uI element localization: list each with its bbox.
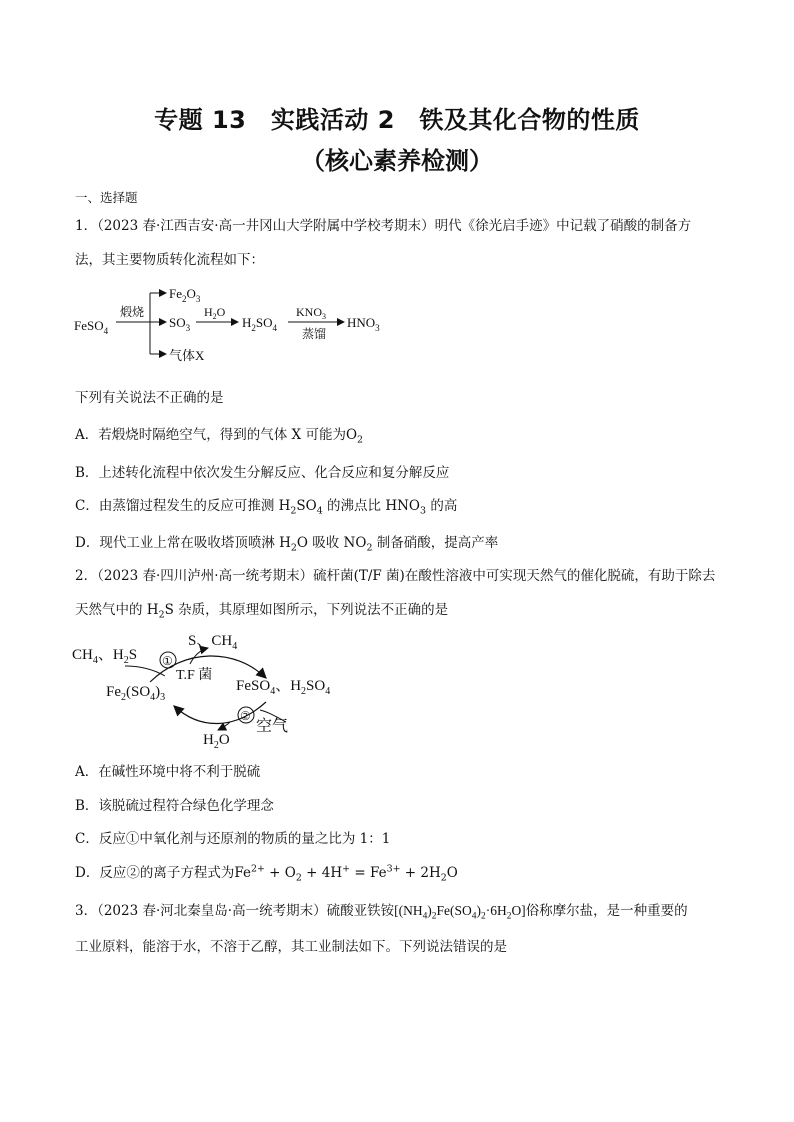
section-heading: 一、选择题 bbox=[75, 190, 138, 205]
q1-kno3-label: $KNO_3$ bbox=[296, 305, 326, 321]
q1-option-b: B．上述转化流程中依次发生分解反应、化合反应和复分解反应 bbox=[75, 465, 450, 481]
q1-fe2o3-product: $Fe_2O_3$ bbox=[169, 286, 201, 304]
q2-cycle-diagram bbox=[70, 626, 370, 750]
q2-feso4-h2so4: FeSO$_4$、$H_2SO_4$ bbox=[236, 678, 331, 697]
q3-stem-line1: 3．（2023 春·河北秦皇岛·高一统考期末）硫酸亚铁铵$[(NH_4)_2Fe(SO_4)_2\cdot 6H_2O]$俗称摩尔盐，是一种重要的 bbox=[75, 903, 688, 922]
q2-catalyst-label: T.F 菌 bbox=[176, 668, 213, 683]
page-title: 专题 13 实践活动 2 铁及其化合物的性质 bbox=[154, 106, 640, 134]
q2-option-c: C．反应①中氧化剂与还原剂的物质的量之比为 1：1 bbox=[75, 831, 391, 847]
q2-air-label: 空气 bbox=[256, 718, 289, 735]
page-subtitle: （核心素养检测） bbox=[301, 147, 493, 175]
q2-stem-line2: 天然气中的 $H_2S$ 杂质，其原理如图所示，下列说法不正确的是 bbox=[75, 602, 449, 621]
q2-stem-line1: 2．（2023 春·四川泸州·高一统考期末）硫杆菌(T/F 菌)在酸性溶液中可实现天然气的催化脱硫，有助于除去 bbox=[75, 568, 716, 584]
q1-calcination-label: 煅烧 bbox=[120, 305, 145, 319]
q2-reactants: $CH_4$、$H_2S$ bbox=[72, 647, 138, 666]
q1-water-label: $H_2O$ bbox=[204, 305, 226, 321]
q1-stem-line2: 法，其主要物质转化流程如下： bbox=[75, 252, 264, 268]
q1-option-a: A．若煅烧时隔绝空气，得到的气体 X 可能为$O_2$ bbox=[75, 427, 364, 446]
q2-option-d: D．反应②的离子方程式为$Fe^{2+} + O_2 + 4H^+ = Fe^{3+} + 2H_2O$ bbox=[75, 863, 458, 884]
q2-option-a: A．在碱性环境中将不利于脱硫 bbox=[75, 764, 261, 780]
q1-option-c: C．由蒸馏过程发生的反应可推测 $H_2SO_4$ 的沸点比 $HNO_3$ 的高 bbox=[75, 498, 458, 517]
q1-hno3-end: $HNO_3$ bbox=[347, 315, 380, 333]
q1-distill-label: 蒸馏 bbox=[302, 327, 327, 341]
q2-step1-marker: ① bbox=[162, 654, 173, 668]
q1-prompt: 下列有关说法不正确的是 bbox=[75, 390, 224, 406]
q1-option-d: D．现代工业上常在吸收塔顶喷淋 $H_2O$ 吸收 $NO_2$ 制备硝酸，提高产率 bbox=[75, 535, 499, 554]
q2-fe2so43: $Fe_2(SO_4)_3$ bbox=[106, 684, 166, 703]
q2-water-product: $H_2O$ bbox=[203, 732, 230, 750]
q2-option-b: B．该脱硫过程符合绿色化学理念 bbox=[75, 798, 274, 814]
q1-flow-diagram bbox=[70, 282, 410, 372]
q3-formula: $[(NH_4)_2Fe(SO_4)_2\cdot 6H_2O]$ bbox=[394, 903, 526, 922]
q1-feso4-start: FeSO$_4$ bbox=[74, 318, 109, 336]
q1-gas-x-product: 气体X bbox=[169, 348, 205, 363]
q2-products-top: S、$CH_4$ bbox=[188, 633, 238, 652]
q3-stem-line2: 工业原料，能溶于水，不溶于乙醇，其工业制法如下。下列说法错误的是 bbox=[75, 939, 507, 955]
q1-h2so4-intermediate: $H_2SO_4$ bbox=[242, 315, 278, 333]
q1-so3-product: $SO_3$ bbox=[169, 315, 191, 333]
q1-stem-line1: 1．（2023 春·江西吉安·高一井冈山大学附属中学校考期末）明代《徐光启手迹》中记载了硝酸的制备方 bbox=[75, 218, 692, 234]
q2-step2-marker: ② bbox=[240, 709, 251, 723]
